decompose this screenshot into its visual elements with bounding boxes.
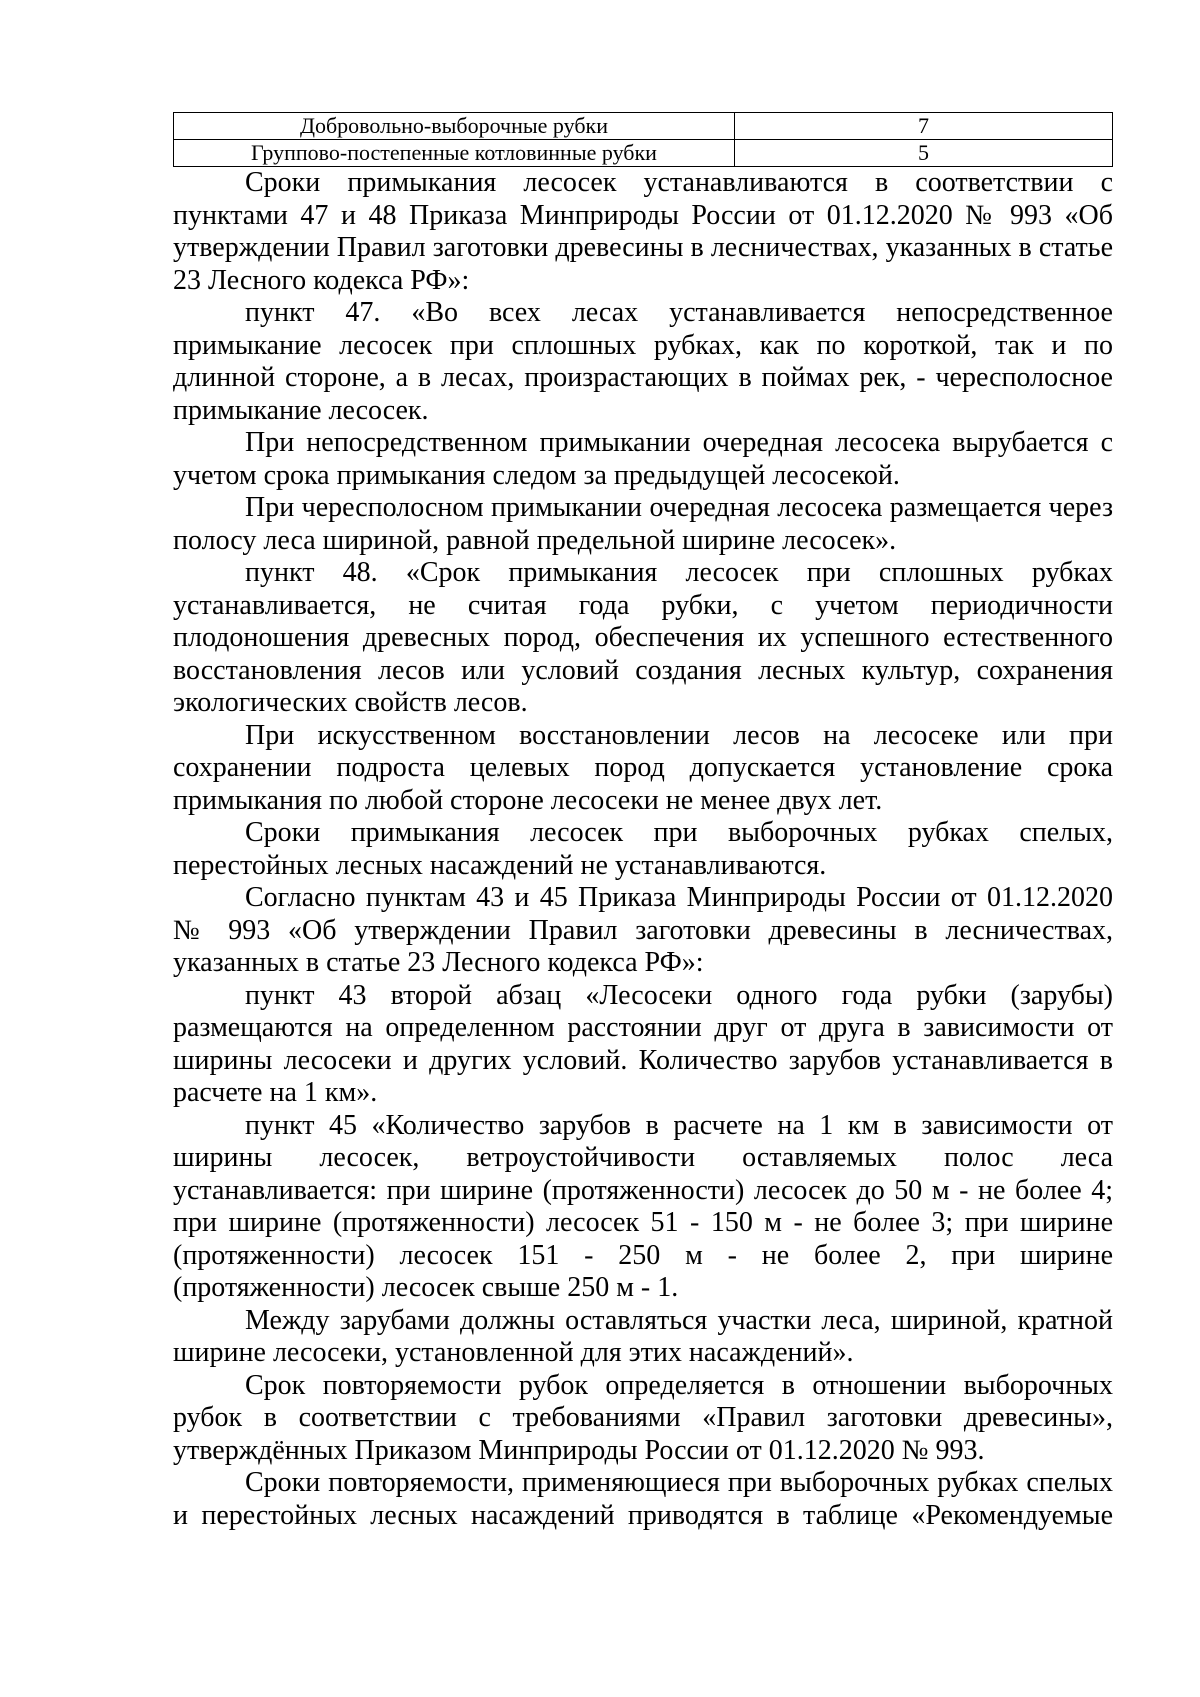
paragraph: Сроки примыкания лесосек при выборочных рубках спелых, перестойных лесных насаждений не устанавливаются. <box>173 817 1113 881</box>
paragraph: пункт 48. «Срок примыкания лесосек при сплошных рубках устанавливается, не считая года рубки, с учетом периодичности плодоношения древесных пород, обеспечения их успешного естественного восстановления лесов или условий создания лесных культур, сохранения экологических свойств лесов. <box>173 557 1113 718</box>
paragraph: При непосредственном примыкании очередная лесосека вырубается с учетом срока примыкания следом за предыдущей лесосекой. <box>173 427 1113 491</box>
table-cell-name: Добровольно-выборочные рубки <box>174 113 735 140</box>
paragraph: пункт 45 «Количество зарубов в расчете на 1 км в зависимости от ширины лесосек, ветроустойчивости оставляемых полос леса устанавливается: при ширине (протяженности) лесосек до 50 м - не более 4; при ширине (протяженности) лесосек 51 - 150 м - не более 3; при ширине (протяженности) лесосек 151 - 250 м - не более 2, при ширине (протяженности) лесосек свыше 250 м - 1. <box>173 1109 1113 1303</box>
paragraph: При искусственном восстановлении лесов на лесосеке или при сохранении подроста целевых пород допускается установление срока примыкания по любой стороне лесосеки не менее двух лет. <box>173 719 1113 816</box>
table-cell-value: 5 <box>735 140 1113 167</box>
table-cell-name: Группово-постепенные котловинные рубки <box>174 140 735 167</box>
table-cell-value: 7 <box>735 113 1113 140</box>
paragraph: Срок повторяемости рубок определяется в отношении выборочных рубок в соответствии с требованиями «Правил заготовки древесины», утверждённых Приказом Минприроды России от 01.12.2020 № 993. <box>173 1369 1113 1466</box>
paragraph: пункт 47. «Во всех лесах устанавливается непосредственное примыкание лесосек при сплошных рубках, как по короткой, так и по длинной стороне, а в лесах, произрастающих в поймах рек, - чересполосное примыкание лесосек. <box>173 297 1113 426</box>
paragraph: Между зарубами должны оставляться участки леса, шириной, кратной ширине лесосеки, установленной для этих насаждений». <box>173 1304 1113 1368</box>
table-row <box>174 140 1113 167</box>
document-page <box>173 112 1113 1532</box>
felling-types-table <box>173 112 1113 167</box>
paragraph: пункт 43 второй абзац «Лесосеки одного года рубки (зарубы) размещаются на определенном расстоянии друг от друга в зависимости от ширины лесосеки и других условий. Количество зарубов устанавливается в расчете на 1 км». <box>173 979 1113 1108</box>
table-row <box>174 113 1113 140</box>
paragraph: Сроки повторяемости, применяющиеся при выборочных рубках спелых и перестойных лесных насаждений приводятся в таблице «Рекомендуемые <box>173 1467 1113 1531</box>
paragraph: При чересполосном примыкании очередная лесосека размещается через полосу леса шириной, равной предельной ширине лесосек». <box>173 492 1113 556</box>
paragraph: Согласно пунктам 43 и 45 Приказа Минприроды России от 01.12.2020 № 993 «Об утверждении Правил заготовки древесины в лесничествах, указанных в статье 23 Лесного кодекса РФ»: <box>173 882 1113 978</box>
paragraph: Сроки примыкания лесосек устанавливаются в соответствии с пунктами 47 и 48 Приказа Минприроды России от 01.12.2020 № 993 «Об утверждении Правил заготовки древесины в лесничествах, указанных в статье 23 Лесного кодекса РФ»: <box>173 167 1113 296</box>
